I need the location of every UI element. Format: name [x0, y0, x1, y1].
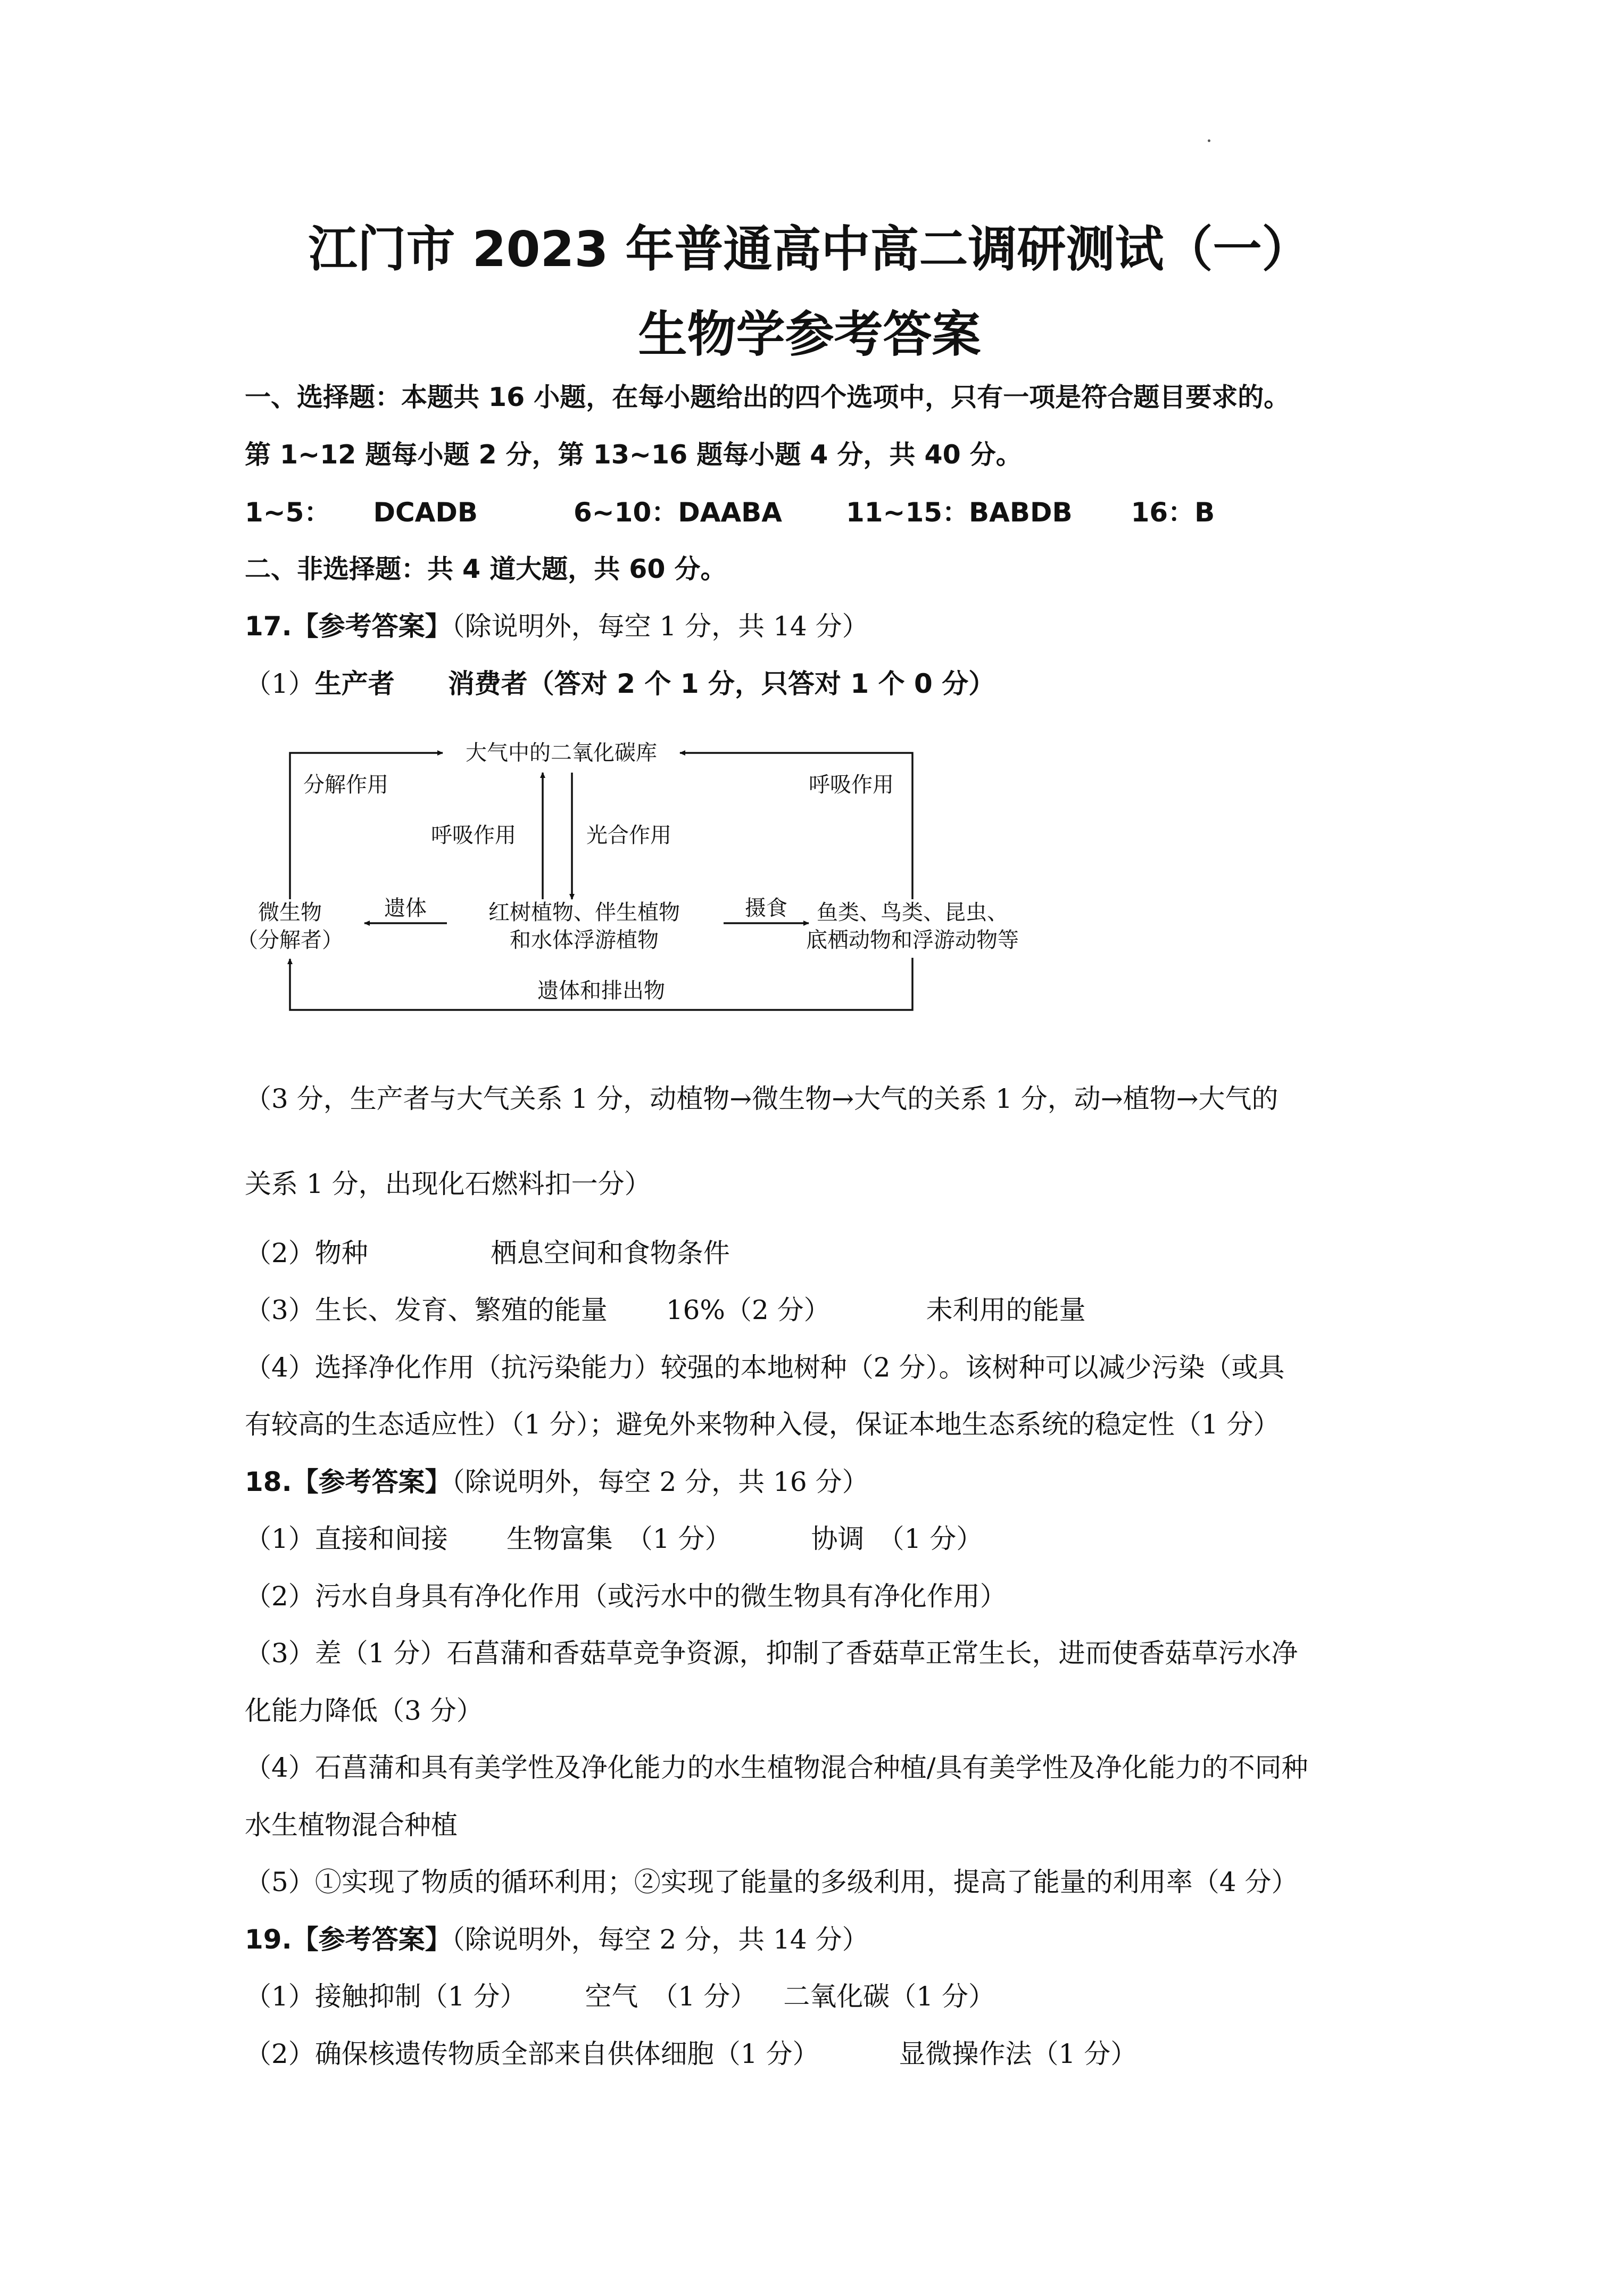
- answer: 确保核遗传物质全部来自供体细胞（1 分）: [314, 2038, 819, 2069]
- answer: 空气 （1 分）: [585, 1981, 757, 2012]
- answer: 生长、发育、繁殖的能量: [314, 1295, 608, 1325]
- scoring-note: （除说明外，每空 1 分，共 14 分）: [451, 611, 869, 642]
- answer-letters: DCADB: [373, 497, 478, 528]
- page-subtitle: 生物学参考答案: [638, 306, 981, 363]
- photosynthesis-label: 光合作用: [586, 823, 671, 848]
- answer-consumer: 消费者（答对 2 个 1 分，只答对 1 个 0 分）: [447, 668, 995, 699]
- answer: 生物富集 （1 分）: [506, 1523, 732, 1554]
- answer: 显微操作法（1 分）: [899, 2038, 1138, 2069]
- answer: 直接和间接: [314, 1523, 448, 1554]
- part-prefix: （2）: [245, 2038, 315, 2069]
- q18-header: [245, 1466, 869, 1497]
- q17-header: [245, 613, 869, 640]
- part-prefix: （1）: [245, 668, 315, 699]
- q17-part4-line1: （4）选择净化作用（抗污染能力）较强的本地树种（2 分）。该树种可以减少污染（或具: [245, 1352, 1285, 1383]
- answer-range: 1~5：: [245, 497, 331, 528]
- page-title: 江门市 2023 年普通高中高二调研测试（一）: [308, 221, 1311, 278]
- decomposer-label: （分解者）: [237, 928, 343, 952]
- diagram-note-1: （3 分，生产者与大气关系 1 分，动植物→微生物→大气的关系 1 分，动→植物→大气的: [245, 1083, 1278, 1114]
- answer-range: 6~10：: [574, 497, 678, 528]
- q17-part1: [245, 670, 995, 697]
- answer-letters: B: [1194, 497, 1215, 528]
- microbe-label: 微生物: [258, 900, 322, 925]
- answer: 接触抑制（1 分）: [314, 1981, 527, 2012]
- q18-part2: （2）污水自身具有净化作用（或污水中的微生物具有净化作用）: [245, 1581, 1007, 1612]
- respiration-mid-label: 呼吸作用: [431, 823, 516, 848]
- answer-tag: 【参考答案】: [292, 1924, 452, 1955]
- answer: 二氧化碳（1 分）: [783, 1981, 995, 2012]
- answer: 物种: [314, 1238, 368, 1269]
- q17-part2: [245, 1238, 730, 1269]
- remains-excreta-label: 遗体和排出物: [537, 979, 665, 1003]
- animals-label-1: 鱼类、鸟类、昆虫、: [817, 900, 1008, 925]
- answer-letters: BABDB: [969, 497, 1073, 528]
- q18-part3-line1: （3）差（1 分）石菖蒲和香菇草竞争资源，抑制了香菇草正常生长，进而使香菇草污水净: [245, 1638, 1298, 1669]
- q18-part4-line2: 水生植物混合种植: [245, 1810, 458, 1841]
- answer-tag: 【参考答案】: [292, 611, 452, 642]
- answer-range: 16：: [1131, 497, 1195, 528]
- plants-label-2: 和水体浮游植物: [510, 928, 659, 952]
- carbon-cycle-diagram: [237, 729, 1059, 1027]
- answer-letters: DAABA: [678, 497, 782, 528]
- animals-label-2: 底栖动物和浮游动物等: [806, 928, 1019, 952]
- remains-label: 遗体: [384, 896, 427, 921]
- answer-producer: 生产者: [314, 668, 395, 699]
- scoring-note: （除说明外，每空 2 分，共 16 分）: [451, 1466, 869, 1497]
- plants-label-1: 红树植物、伴生植物: [488, 900, 680, 925]
- question-number: 17.: [245, 611, 292, 642]
- part-prefix: （2）: [245, 1238, 315, 1269]
- q18-part1: [245, 1523, 983, 1554]
- answer-key-row: [245, 499, 1215, 526]
- q18-part5: （5）①实现了物质的循环利用；②实现了能量的多级利用，提高了能量的利用率（4 分）: [245, 1867, 1298, 1897]
- decompose-label: 分解作用: [303, 773, 388, 797]
- q17-part3: [245, 1297, 1086, 1323]
- part-prefix: （1）: [245, 1981, 315, 2012]
- scan-speck: [1208, 139, 1210, 142]
- q19-part1: [245, 1983, 995, 2010]
- answer: 协调 （1 分）: [811, 1523, 983, 1554]
- answer: 栖息空间和食物条件: [490, 1238, 730, 1269]
- part-prefix: （3）: [245, 1295, 315, 1325]
- answer: 未利用的能量: [926, 1295, 1086, 1325]
- part-prefix: （1）: [245, 1523, 315, 1554]
- q17-part4-line2: 有较高的生态适应性）（1 分）；避免外来物种入侵，保证本地生态系统的稳定性（1 分）: [245, 1409, 1280, 1440]
- answer-tag: 【参考答案】: [292, 1466, 452, 1497]
- respiration-right-label: 呼吸作用: [809, 773, 894, 797]
- q18-part3-line2: 化能力降低（3 分）: [245, 1695, 483, 1726]
- q19-header: [245, 1926, 869, 1953]
- section1-scoring: 第 1~12 题每小题 2 分，第 13~16 题每小题 4 分，共 40 分。: [245, 440, 1022, 470]
- ingest-label: 摄食: [745, 896, 787, 921]
- q18-part4-line1: （4）石菖蒲和具有美学性及净化能力的水生植物混合种植/具有美学性及净化能力的不同种: [245, 1752, 1308, 1783]
- q19-part2: [245, 2038, 1138, 2069]
- diagram-note-2: 关系 1 分，出现化石燃料扣一分）: [245, 1168, 651, 1199]
- scoring-note: （除说明外，每空 2 分，共 14 分）: [451, 1924, 869, 1955]
- answer: 16%（2 分）: [666, 1295, 831, 1325]
- question-number: 18.: [245, 1466, 292, 1497]
- atmosphere-label: 大气中的二氧化碳库: [466, 741, 657, 765]
- question-number: 19.: [245, 1924, 292, 1955]
- section1-heading: 一、选择题：本题共 16 小题，在每小题给出的四个选项中，只有一项是符合题目要求的。: [245, 382, 1290, 412]
- answer-range: 11~15：: [845, 497, 969, 528]
- section2-heading: 二、非选择题：共 4 道大题，共 60 分。: [245, 554, 727, 584]
